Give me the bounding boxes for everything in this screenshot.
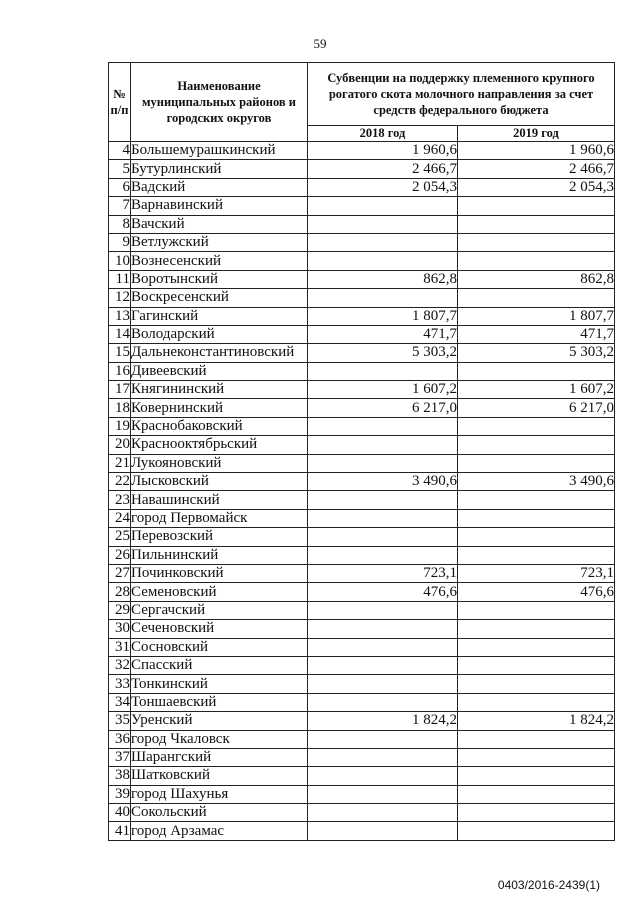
municipality-name-cell: Краснобаковский [131,417,308,435]
value-2018-cell [308,233,458,251]
table-row [109,601,615,619]
value-2019-cell [458,491,615,509]
value-2018-cell: 2 054,3 [308,178,458,196]
table-row [109,712,615,730]
table-row [109,491,615,509]
row-number-cell: 23 [109,491,131,509]
table-row [109,473,615,491]
row-number-cell: 9 [109,233,131,251]
value-2019-cell [458,197,615,215]
municipality-name-cell: Ковернинский [131,399,308,417]
value-2019-cell [458,693,615,711]
municipality-name-cell: Навашинский [131,491,308,509]
table-body [109,142,615,841]
value-2019-cell [458,509,615,527]
value-2019-cell: 1 824,2 [458,712,615,730]
row-number-cell: 38 [109,767,131,785]
row-number-cell: 15 [109,344,131,362]
row-number-cell: 6 [109,178,131,196]
value-2019-cell: 1 960,6 [458,142,615,160]
table-row [109,822,615,840]
row-number-cell: 18 [109,399,131,417]
row-number-cell: 32 [109,656,131,674]
row-number-cell: 7 [109,197,131,215]
row-number-cell: 34 [109,693,131,711]
table-row [109,454,615,472]
row-number-cell: 39 [109,785,131,803]
value-2018-cell [308,215,458,233]
municipality-name-cell: Лысковский [131,473,308,491]
value-2019-cell [458,546,615,564]
value-2018-cell [308,197,458,215]
value-2019-cell [458,601,615,619]
municipality-name-cell: Сеченовский [131,620,308,638]
value-2018-cell: 723,1 [308,564,458,582]
municipality-name-cell: Вадский [131,178,308,196]
row-number-cell: 28 [109,583,131,601]
table-row [109,564,615,582]
value-2019-cell: 5 303,2 [458,344,615,362]
municipality-name-cell: Лукояновский [131,454,308,472]
table-row [109,362,615,380]
value-2018-cell: 3 490,6 [308,473,458,491]
row-number-cell: 35 [109,712,131,730]
municipality-name-cell: Бутурлинский [131,160,308,178]
row-number-cell: 41 [109,822,131,840]
municipality-name-cell: Сергачский [131,601,308,619]
value-2019-cell: 723,1 [458,564,615,582]
header-municipality-name: Наименование муниципальных районов и городских округов [131,63,308,142]
row-number-cell: 19 [109,417,131,435]
value-2019-cell [458,638,615,656]
row-number-cell: 4 [109,142,131,160]
municipality-name-cell: Семеновский [131,583,308,601]
value-2018-cell: 5 303,2 [308,344,458,362]
value-2019-cell: 2 054,3 [458,178,615,196]
value-2018-cell: 1 960,6 [308,142,458,160]
row-number-cell: 33 [109,675,131,693]
table-row [109,417,615,435]
row-number-cell: 31 [109,638,131,656]
table-row [109,638,615,656]
row-number-cell: 21 [109,454,131,472]
value-2019-cell [458,822,615,840]
value-2019-cell: 1 807,7 [458,307,615,325]
row-number-cell: 17 [109,381,131,399]
row-number-cell: 12 [109,289,131,307]
municipality-name-cell: Шатковский [131,767,308,785]
municipality-name-cell: Дальнеконстантиновский [131,344,308,362]
value-2018-cell [308,638,458,656]
table-row [109,344,615,362]
municipality-name-cell: Вознесенский [131,252,308,270]
row-number-cell: 16 [109,362,131,380]
value-2018-cell: 2 466,7 [308,160,458,178]
row-number-cell: 5 [109,160,131,178]
value-2019-cell [458,215,615,233]
value-2018-cell [308,804,458,822]
municipality-name-cell: Ветлужский [131,233,308,251]
municipality-name-cell: город Чкаловск [131,730,308,748]
value-2018-cell: 862,8 [308,270,458,288]
table-row [109,767,615,785]
value-2018-cell [308,509,458,527]
table-row [109,675,615,693]
header-subsidy-description: Субвенции на поддержку племенного крупного рогатого скота молочного направления за счет средств федерального бюджета [308,63,615,126]
municipality-name-cell: город Шахунья [131,785,308,803]
value-2018-cell [308,620,458,638]
value-2018-cell [308,417,458,435]
row-number-cell: 29 [109,601,131,619]
value-2019-cell [458,454,615,472]
value-2018-cell [308,748,458,766]
value-2018-cell [308,289,458,307]
table-row [109,197,615,215]
value-2019-cell [458,233,615,251]
header-row-number: № п/п [109,63,131,142]
row-number-cell: 27 [109,564,131,582]
value-2018-cell: 1 824,2 [308,712,458,730]
value-2019-cell [458,620,615,638]
row-number-cell: 10 [109,252,131,270]
row-number-cell: 40 [109,804,131,822]
value-2018-cell [308,546,458,564]
municipality-name-cell: Перевозский [131,528,308,546]
table-row [109,233,615,251]
table-row [109,381,615,399]
table-row [109,289,615,307]
table-row [109,785,615,803]
municipality-name-cell: Княгининский [131,381,308,399]
value-2019-cell [458,730,615,748]
value-2019-cell [458,362,615,380]
value-2019-cell [458,436,615,454]
municipality-name-cell: Краснооктябрьский [131,436,308,454]
value-2018-cell [308,436,458,454]
table-row [109,142,615,160]
table-row [109,252,615,270]
table-row [109,620,615,638]
row-number-cell: 14 [109,325,131,343]
value-2018-cell [308,730,458,748]
table-row [109,399,615,417]
subsidy-table [108,62,615,841]
municipality-name-cell: Володарский [131,325,308,343]
value-2018-cell [308,693,458,711]
value-2019-cell [458,675,615,693]
table-row [109,693,615,711]
value-2018-cell [308,491,458,509]
row-number-cell: 11 [109,270,131,288]
value-2019-cell [458,804,615,822]
value-2019-cell [458,417,615,435]
value-2019-cell: 6 217,0 [458,399,615,417]
table-row [109,160,615,178]
municipality-name-cell: Уренский [131,712,308,730]
table-row [109,436,615,454]
municipality-name-cell: Дивеевский [131,362,308,380]
table-row [109,178,615,196]
page-number: 59 [313,36,327,51]
value-2019-cell [458,767,615,785]
municipality-name-cell: Большемурашкинский [131,142,308,160]
table-row [109,748,615,766]
value-2019-cell: 3 490,6 [458,473,615,491]
row-number-cell: 8 [109,215,131,233]
municipality-name-cell: Тонкинский [131,675,308,693]
municipality-name-cell: Воротынский [131,270,308,288]
header-year-2018: 2018 год [308,126,458,142]
value-2018-cell [308,601,458,619]
table-row [109,215,615,233]
municipality-name-cell: город Первомайск [131,509,308,527]
row-number-cell: 22 [109,473,131,491]
value-2019-cell [458,748,615,766]
row-number-cell: 24 [109,509,131,527]
row-number-cell: 30 [109,620,131,638]
value-2018-cell [308,252,458,270]
table-row [109,325,615,343]
table-row [109,509,615,527]
value-2019-cell: 476,6 [458,583,615,601]
value-2019-cell [458,289,615,307]
value-2018-cell [308,528,458,546]
value-2019-cell [458,252,615,270]
row-number-cell: 37 [109,748,131,766]
table-row [109,270,615,288]
municipality-name-cell: город Арзамас [131,822,308,840]
value-2018-cell [308,656,458,674]
row-number-cell: 25 [109,528,131,546]
row-number-cell: 13 [109,307,131,325]
municipality-name-cell: Гагинский [131,307,308,325]
value-2018-cell [308,675,458,693]
value-2018-cell: 6 217,0 [308,399,458,417]
value-2018-cell [308,822,458,840]
table-row [109,804,615,822]
value-2018-cell [308,767,458,785]
row-number-cell: 36 [109,730,131,748]
value-2019-cell: 471,7 [458,325,615,343]
value-2019-cell: 2 466,7 [458,160,615,178]
value-2019-cell: 862,8 [458,270,615,288]
value-2018-cell [308,454,458,472]
value-2018-cell [308,362,458,380]
value-2018-cell [308,785,458,803]
table-row [109,730,615,748]
table-row [109,528,615,546]
table-row [109,583,615,601]
municipality-name-cell: Сосновский [131,638,308,656]
value-2019-cell: 1 607,2 [458,381,615,399]
municipality-name-cell: Шарангский [131,748,308,766]
municipality-name-cell: Вачский [131,215,308,233]
header-year-2019: 2019 год [458,126,615,142]
municipality-name-cell: Спасский [131,656,308,674]
value-2019-cell [458,528,615,546]
municipality-name-cell: Пильнинский [131,546,308,564]
value-2019-cell [458,656,615,674]
value-2018-cell: 1 607,2 [308,381,458,399]
value-2018-cell: 471,7 [308,325,458,343]
table-row [109,656,615,674]
table-row [109,307,615,325]
value-2018-cell: 476,6 [308,583,458,601]
municipality-name-cell: Сокольский [131,804,308,822]
municipality-name-cell: Варнавинский [131,197,308,215]
row-number-cell: 26 [109,546,131,564]
municipality-name-cell: Воскресенский [131,289,308,307]
document-code: 0403/2016-2439(1) [497,878,600,892]
municipality-name-cell: Тоншаевский [131,693,308,711]
table-row [109,546,615,564]
municipality-name-cell: Починковский [131,564,308,582]
value-2018-cell: 1 807,7 [308,307,458,325]
row-number-cell: 20 [109,436,131,454]
value-2019-cell [458,785,615,803]
